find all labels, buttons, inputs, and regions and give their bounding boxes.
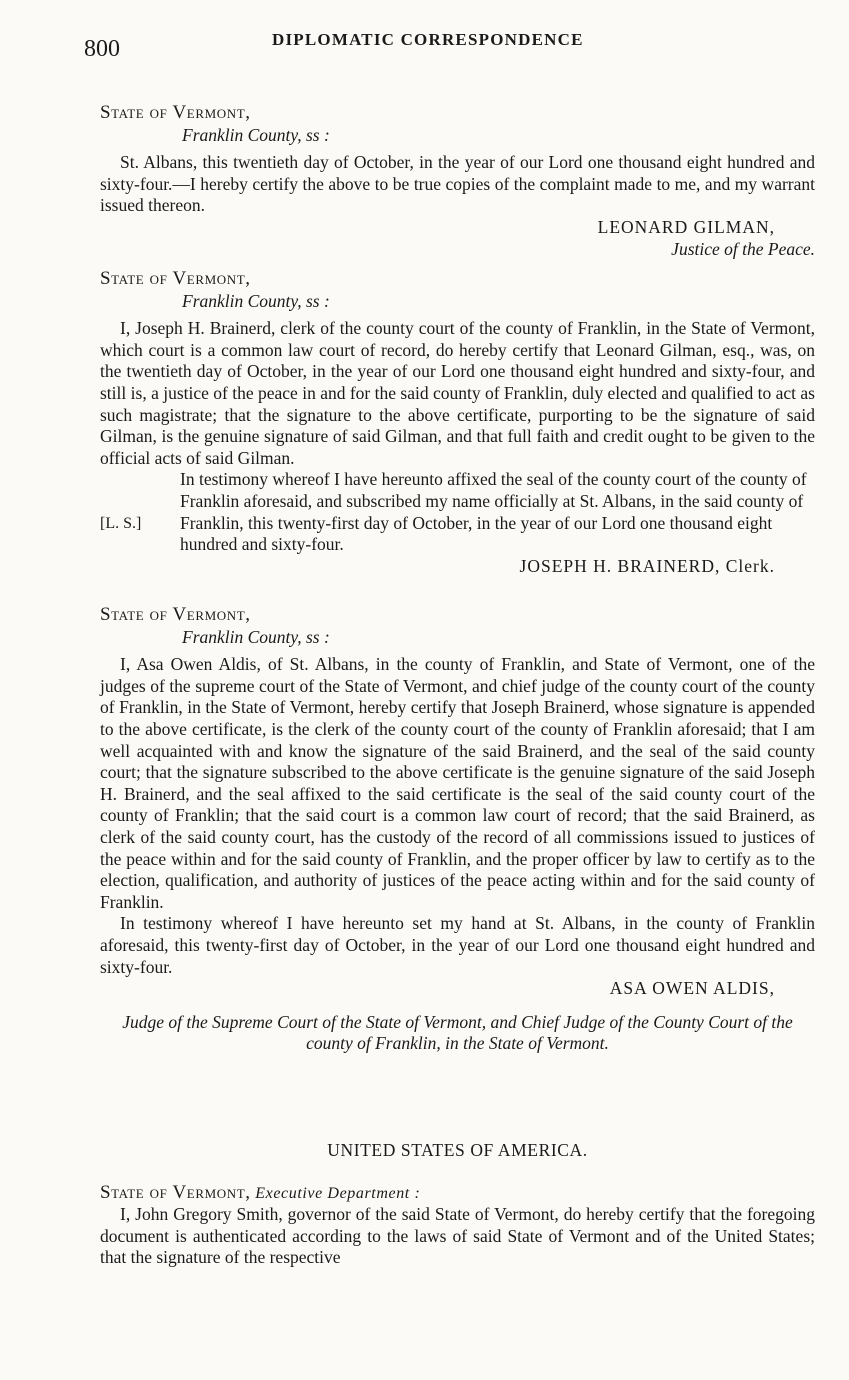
- running-title: DIPLOMATIC CORRESPONDENCE: [272, 30, 584, 49]
- signature: LEONARD GILMAN,: [597, 216, 775, 237]
- certificate-body: I, John Gregory Smith, governor of the said State of Vermont, do hereby certify that the foregoing document is authenticated according to the laws of said State of Vermont and of the United States; that the signature of the respective: [100, 1204, 815, 1268]
- certificate-gilman: [100, 102, 815, 260]
- testimony-text: In testimony whereof I have hereunto set my hand at St. Albans, in the county of Franklin aforesaid, this twenty-first day of October, in the year of our Lord one thousand eight hundred and sixty-four.: [100, 913, 815, 977]
- state-heading: State of Vermont,: [100, 102, 251, 123]
- section-heading: UNITED STATES OF AMERICA.: [327, 1140, 588, 1160]
- county-line: Franklin County, ss :: [182, 626, 330, 647]
- certificate-body: I, Asa Owen Aldis, of St. Albans, in the county of Franklin, and State of Vermont, one of the judges of the supreme court of the State of Vermont, and chief judge of the county court of the county of Franklin, in the State of Vermont, hereby certify that Joseph Brainerd, whose signature is appended to the above certificate, is the clerk of the county court of the county of Franklin aforesaid; that I am well acquainted with and know the signature of the said Brainerd, and the seal of the said county court; that the signature subscribed to the above certificate is the genuine signature of the said Joseph H. Brainerd, and the seal affixed to the said certificate is the seal of the said county court of the county of Franklin; that the said court is a common law court of record; that the said Brainerd, as clerk of the said county court, has the custody of the record of all commissions issued to justices of the peace within and for the said county of Franklin, and the proper officer by law to certify as to the election, qualification, and authority of justices of the peace acting within and for the said county of Franklin.: [100, 654, 815, 912]
- signature-title: Judge of the Supreme Court of the State of Vermont, and Chief Judge of the County Court of the county of Franklin, in the State of Vermont.: [122, 1011, 793, 1054]
- certificate-brainerd: [100, 268, 815, 577]
- signature: JOSEPH H. BRAINERD, Clerk.: [519, 555, 775, 576]
- certificate-body: I, Joseph H. Brainerd, clerk of the county court of the county of Franklin, in the State of Vermont, which court is a common law court of record, do hereby certify that Leonard Gilman, esq., was, on the twentieth day of October, in the year of our Lord one thousand eight hundred and sixty-four, and still is, a justice of the peace in and for the said county of Franklin, duly elected and qualified to act as such magistrate; that the signature to the above certificate, purporting to be the signature of said Gilman, is the genuine signature of said Gilman, and that full faith and credit ought to be given to the official acts of said Gilman.: [100, 318, 815, 468]
- county-line: Franklin County, ss :: [182, 290, 330, 311]
- certificate-body: St. Albans, this twentieth day of October, in the year of our Lord one thousand eight hundred and sixty-four.—I hereby certify the above to be true copies of the complaint made to me, and my warrant issued thereon.: [100, 152, 815, 216]
- testimony-section: [100, 469, 815, 555]
- department-line: Executive Department :: [255, 1184, 421, 1202]
- page-number: 800: [84, 36, 120, 62]
- state-heading: State of Vermont,: [100, 268, 251, 289]
- signature: ASA OWEN ALDIS,: [609, 978, 775, 999]
- seal-mark: [L. S.]: [100, 515, 142, 533]
- testimony-text: In testimony whereof I have hereunto affixed the seal of the county court of the county of Franklin aforesaid, and subscribed my name officially at St. Albans, in the said county of Franklin, this twenty-first day of October, in the year of our Lord one thousand eight hundred and sixty-four.: [180, 469, 807, 555]
- county-line: Franklin County, ss :: [182, 124, 330, 145]
- certificate-smith: [100, 1140, 815, 1269]
- certificate-aldis: [100, 604, 815, 1055]
- state-heading: State of Vermont, Executive Department :: [100, 1181, 421, 1203]
- signature-title: Justice of the Peace.: [671, 238, 815, 259]
- state-heading: State of Vermont,: [100, 604, 251, 625]
